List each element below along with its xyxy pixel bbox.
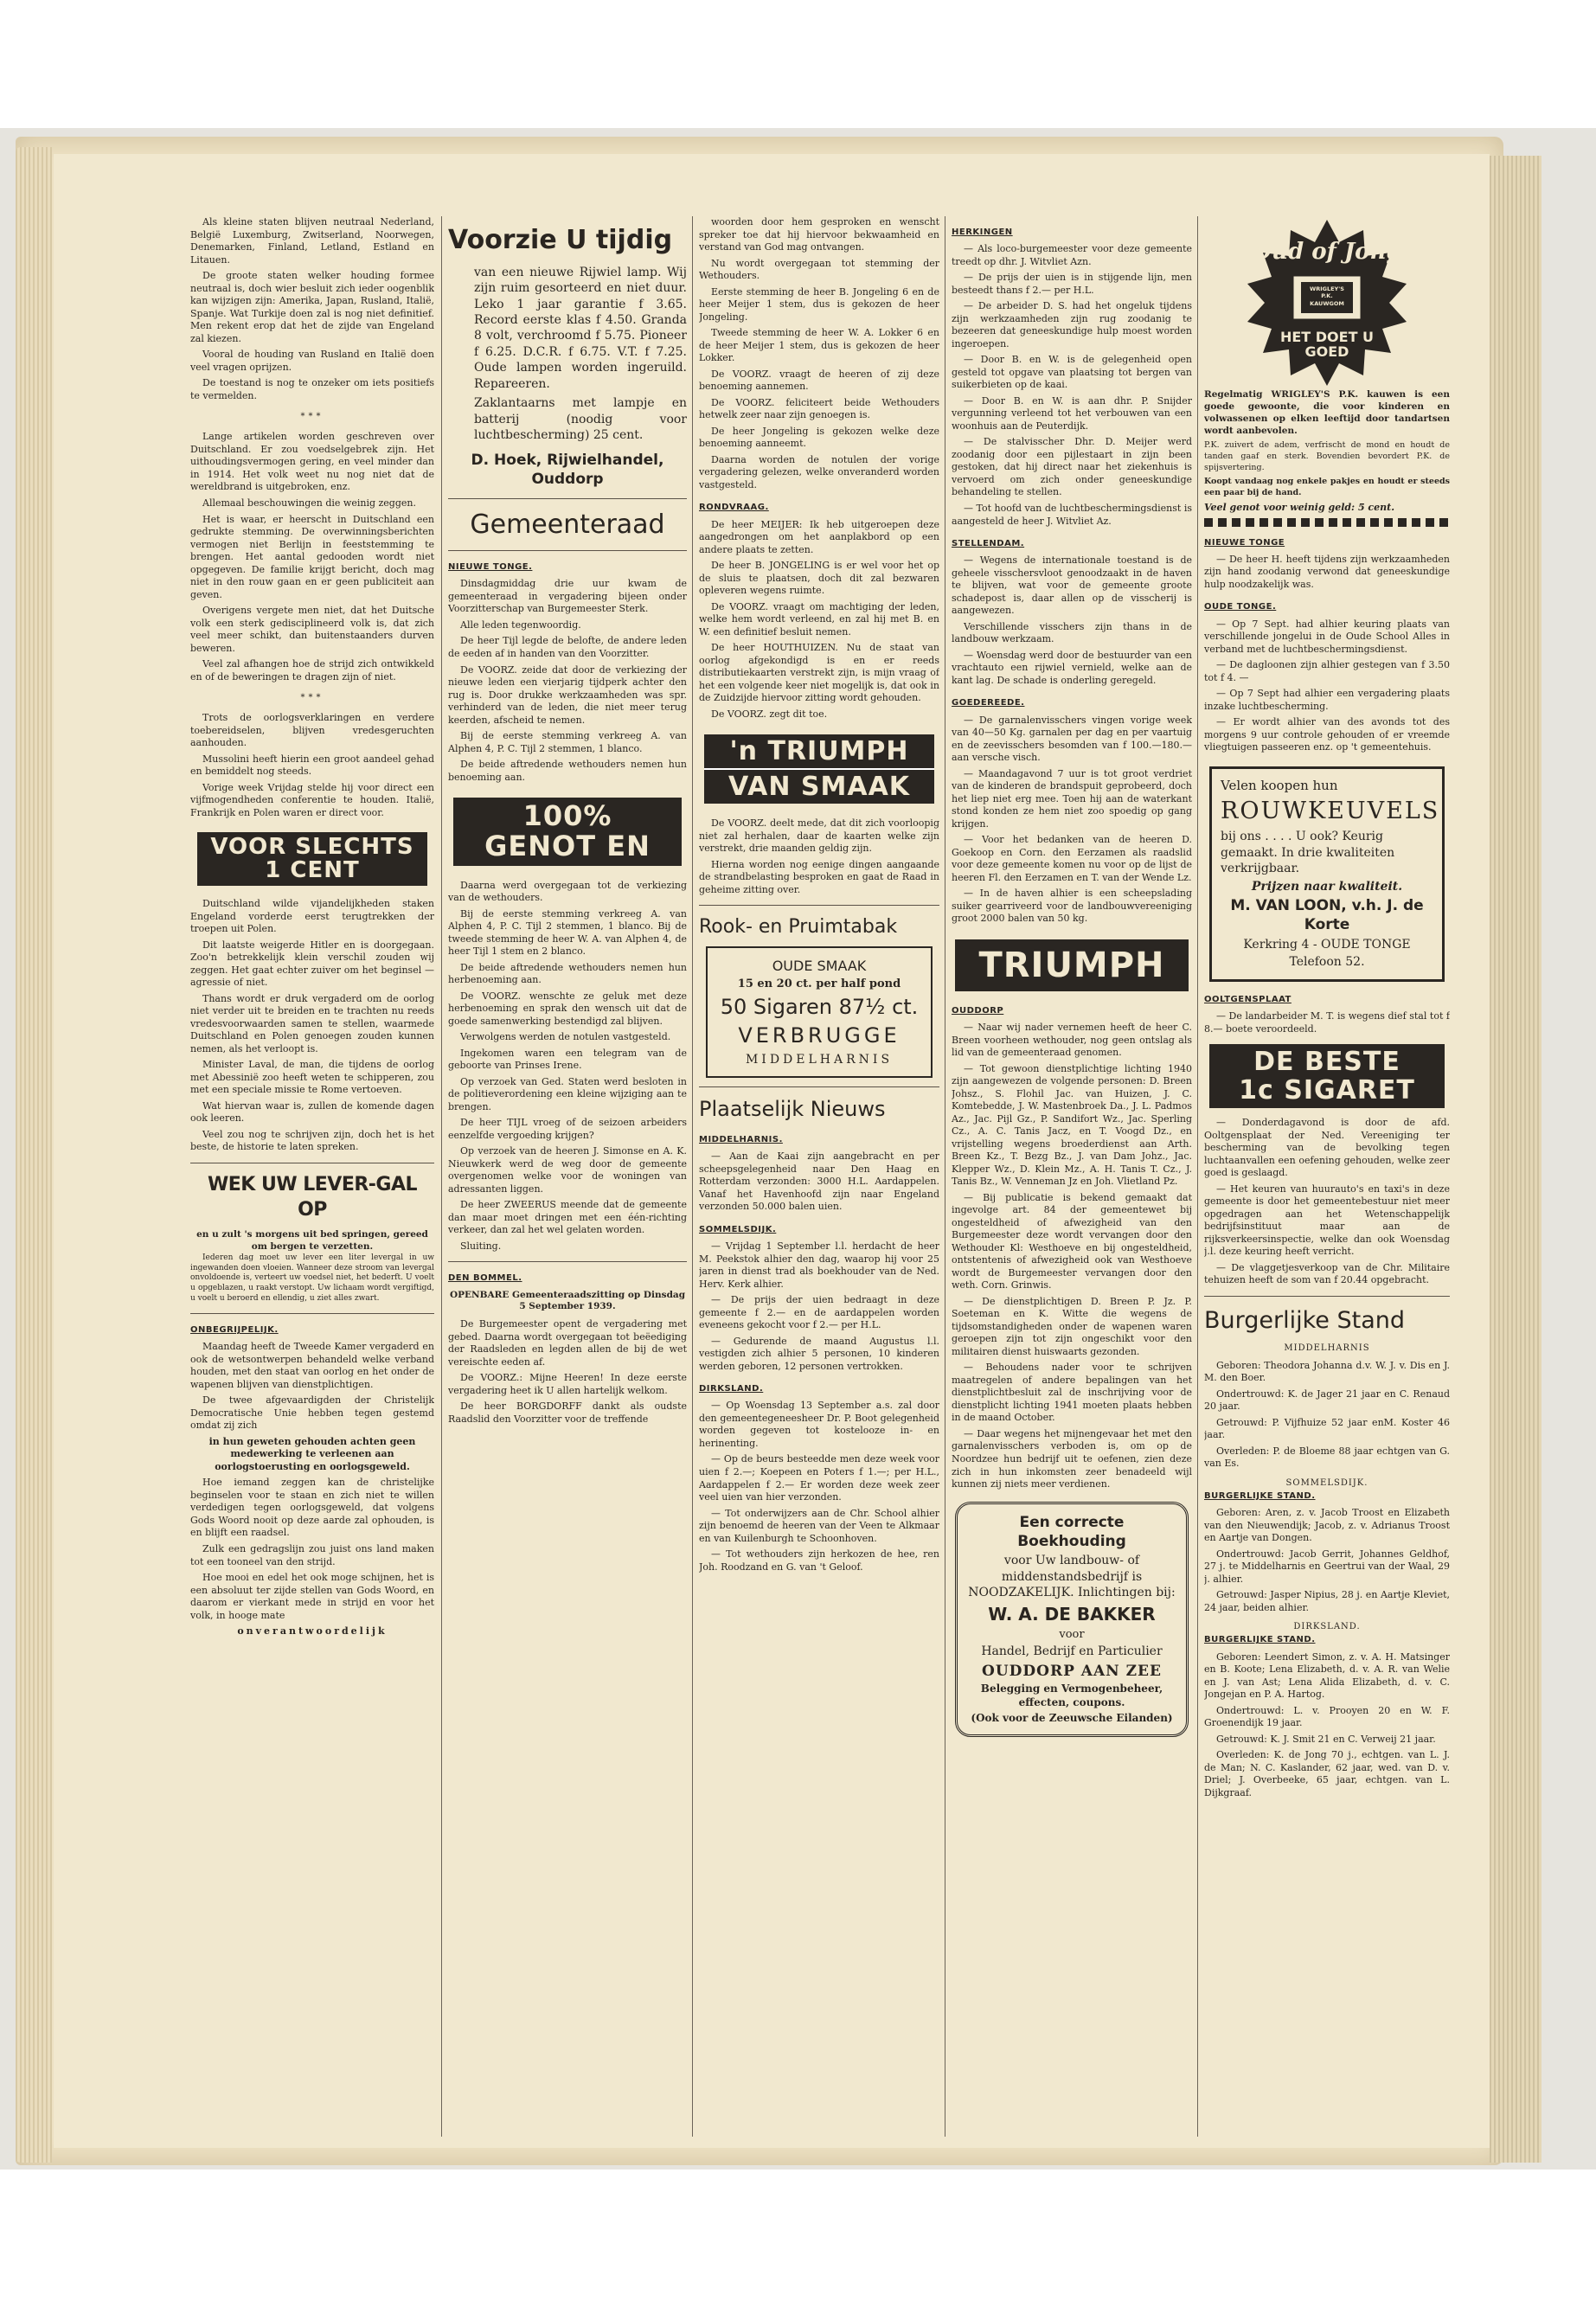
paragraph: — Wegens de internationale toestand is de geheele visschersvloot genoodzaakt in de haven te blijven, wat voor de gemeente groote schadepost is, daar allen op de visscherij is aangewezen. bbox=[952, 554, 1192, 617]
article-herkingen bbox=[952, 243, 1192, 528]
paragraph: Overigens vergete men niet, dat het Duitsche volk een sterk gedisciplineerd volk is, dat zich veel meer schikt, dan buitenstaanders durven beweren. bbox=[190, 605, 434, 654]
paragraph: Duitschland wilde vijandelijkheden staken Engeland vorderde eerst terugtrekken der troepen uit Polen. bbox=[190, 898, 434, 935]
paragraph: Geboren: Aren, z. v. Jacob Troost en Elizabeth van den Nieuwendijk; Jacob, z. v. Adrianus Troost en Aartje van Dongen. bbox=[1204, 1507, 1450, 1544]
article-germany bbox=[190, 431, 434, 683]
ad-line: VERBRUGGE bbox=[738, 1023, 901, 1048]
divider bbox=[699, 1086, 939, 1087]
ad-rouwkeuvels bbox=[1209, 766, 1445, 982]
paragraph: Ondertrouwd: K. de Jager 21 jaar en C. Renaud 20 jaar. bbox=[1204, 1388, 1450, 1413]
ad-line: Oud of Jong bbox=[1252, 239, 1402, 265]
paragraph: — De dienstplichtigen D. Breen P. Jz. P. Soeteman en K. Witte die wegens de tijdsomstandigheden onder de wapenen waren geroepen zijn tot zijn ongeschikt voor den militairen dienst huiswaarts gezonden. bbox=[952, 1295, 1192, 1357]
section-title: Plaatselijk Nieuws bbox=[699, 1097, 886, 1122]
section-heading: BURGERLIJKE STAND. bbox=[1204, 1490, 1316, 1501]
ad-line: DE BESTE bbox=[1253, 1047, 1401, 1078]
ad-line: GENOT EN bbox=[484, 830, 651, 863]
column-rule bbox=[441, 216, 442, 2137]
paragraph: Op verzoek van de heeren J. Simonse en A. K. Nieuwkerk werd de weg door de gemeente overgenomen welke voor de woningen van adressanten liggen. bbox=[448, 1145, 687, 1195]
paragraph: — Er wordt alhier van des avonds tot des morgens 9 uur controle gehouden of er vreemde vliegtuigen passeeren enz. op 't gemeentehuis. bbox=[1204, 716, 1450, 753]
ad-line: Kerkring 4 - OUDE TONGE bbox=[1243, 937, 1411, 952]
paragraph: — De arbeider D. S. had het ongeluk tijdens zijn werkzaamheden zijn rug zoodanig te bezeeren dat geneeskundige hulp moest worden ingeroepen. bbox=[952, 300, 1192, 349]
paragraph: Ondertrouwd: Jacob Gerrit, Johannes Geldhof, 27 j. te Middelharnis en Geertrui van der Waal, 29 j. alhier. bbox=[1204, 1548, 1450, 1585]
paragraph: De groote staten welker houding formee neutraal is, doch wier besluit zich ieder oogenblik kan wijzigen zijn: Amerika, Japan, Rusland, Italië, Spanje. Wat Turkije doen zal is nog niet definitief. Men rekent erop dat het de zijde van Engeland zal kiezen. bbox=[190, 270, 434, 344]
paragraph: — Als loco-burgemeester voor deze gemeente treedt op dhr. J. Witvliet Azn. bbox=[952, 243, 1192, 267]
paragraph: Hierna worden nog eenige dingen aangaande de strandbelasting besproken en gaat de Raad in geheime zitting over. bbox=[699, 858, 939, 895]
ad-line: ROUWKEUVELS bbox=[1221, 798, 1440, 825]
paragraph: Maandag heeft de Tweede Kamer vergaderd en ook de wetsontwerpen behandeld welke verband houden, met den staat van oorlog en het onder de wapenen blijven van dienstplichtigen. bbox=[190, 1341, 434, 1390]
paragraph: — Woensdag werd door de bestuurder van een vrachtauto een rijwiel vernield, welke aan de kant lag. De schade is onderling geregeld. bbox=[952, 649, 1192, 686]
column-rule bbox=[692, 216, 693, 2137]
paragraph: Lange artikelen worden geschreven over Duitschland. Er zou voedselgebrek zijn. Het uithoudingsvermogen gering, en veel minder dan in 1914. Het volk weet nu nog niet dat de wereldbrand is uitgebroken, enz. bbox=[190, 431, 434, 493]
divider bbox=[448, 550, 687, 551]
article-gemeenteraad-nieuwe-tonge bbox=[448, 578, 687, 784]
section-heading: OOLTGENSPLAAT bbox=[1204, 994, 1292, 1004]
section-heading: STELLENDAM. bbox=[952, 539, 1025, 549]
ad-line: Prijzen naar kwaliteit. bbox=[1251, 879, 1403, 894]
paragraph: Geboren: Leendert Simon, z. v. A. H. Matsinger en B. Koote; Lena Elizabeth, d. v. A. R. van Welie en J. van Ast; Lena Alida Elizabeth, d. v. C. Jongejan en P. A. Hartog. bbox=[1204, 1650, 1450, 1701]
paragraph: Vorige week Vrijdag stelde hij voor direct een vijfmogendheden conferentie te houden. Italië, Frankrijk en Polen waren er direct voor. bbox=[190, 781, 434, 818]
section-heading: GOEDEREEDE. bbox=[952, 698, 1025, 708]
paragraph: De twee afgevaardigden der Christelijk Democratische Unie hebben tegen gestemd omdat zij zich bbox=[190, 1394, 434, 1432]
paragraph: Allemaal beschouwingen die weinig zeggen. bbox=[202, 497, 416, 509]
paragraph: Getrouwd: P. Vijfhuize 52 jaar enM. Koster 46 jaar. bbox=[1204, 1416, 1450, 1441]
ad-body: Zaklantaarns met lampje en batterij (noodig voor luchtbescherming) 25 cent. bbox=[474, 396, 687, 443]
paragraph: — Tot wethouders zijn herkozen de hee, ren Joh. Roodzand en G. van 't Geloof. bbox=[699, 1548, 939, 1573]
ad-genot bbox=[453, 798, 682, 865]
paragraph: — In de haven alhier is een scheepslading suiker gearriveerd voor de landbouwvereeniging groot 2000 balen van 50 kg. bbox=[952, 888, 1192, 925]
divider bbox=[1204, 1296, 1450, 1297]
paragraph: — Op 7 Sept. had alhier keuring plaats van verschillende jongelui in de Oude School Alles in verband met de luchtbeschermingsdienst. bbox=[1204, 618, 1450, 655]
article-onbegrijpelijk bbox=[190, 1341, 434, 1638]
ad-title: Voorzie U tijdig bbox=[448, 225, 673, 255]
paragraph: — De garnalenvisschers vingen vorige week van 40—50 Kg. garnalen per dag en per vaartuig en de zeevisschers besomden van f 100.—180.— aan versche visch. bbox=[952, 714, 1192, 764]
paragraph: Eerste stemming de heer B. Jongeling 6 en de heer Meijer 1 stem, dus is gekozen de heer Jongeling. bbox=[699, 285, 939, 323]
paragraph: De VOORZ. wenschte ze geluk met deze herbenoeming en sprak den wensch uit dat de goede samenwerking bestendigd zal blijven. bbox=[448, 990, 687, 1027]
paragraph: Alle leden tegenwoordig. bbox=[460, 619, 581, 631]
ad-line: 1 CENT bbox=[265, 856, 360, 883]
article-den-bommel-cont bbox=[699, 216, 939, 491]
paragraph: — De heer H. heeft tijdens zijn werkzaamheden zijn hand zoodanig verwond dat geneeskundige hulp noodzakelijk was. bbox=[1204, 553, 1450, 590]
paragraph: Vooral de houding van Rusland en Italië doen veel vragen oprijzen. bbox=[190, 349, 434, 373]
paragraph: Tweede stemming de heer W. A. Lokker 6 en de heer Meijer 1 stem, dus is gekozen de heer Lokker. bbox=[699, 327, 939, 364]
paragraph: Minister Laval, de man, die tijdens de oorlog met Abessinië zoo heeft weten te schipperen, zou met een speciale missie te Rome vertoeven. bbox=[190, 1059, 434, 1096]
divider bbox=[699, 905, 939, 906]
ad-carters-liver bbox=[190, 1172, 434, 1304]
paragraph: De heer MEIJER: Ik heb uitgeroepen deze aangedrongen om het aanplakbord op een andere plaats te zetten. bbox=[699, 518, 939, 555]
section-heading: MIDDELHARNIS bbox=[1284, 1343, 1370, 1354]
paragraph: — Het keuren van huurauto's en taxi's in deze gemeente is door het gemeentebestuur niet meer opgedragen aan het Wetenschappelijk bedrijfsinstituut maar aan de rijksverkeersinspectie, welke dan ook Woensdag j.l. deze keuring heeft verricht. bbox=[1204, 1183, 1450, 1258]
ad-line: (Ook voor de Zeeuwsche Eilanden) bbox=[971, 1711, 1173, 1724]
ad-subtitle: en u zult 's morgens uit bed springen, gereed om bergen te verzetten. bbox=[196, 1228, 428, 1252]
paragraph: Ondertrouwd: L. v. Prooyen 20 en W. F. Groenendijk 19 jaar. bbox=[1204, 1704, 1450, 1729]
paragraph: Daarna worden de notulen der vorige vergadering gelezen, welke onveranderd worden vastgesteld. bbox=[699, 453, 939, 490]
paragraph: De VOORZ. vraagt om machtiging der leden, welke hem wordt verleend, en zal hij met B. en W. een definitief besluit nemen. bbox=[699, 600, 939, 638]
paragraph-emphasis: onverantwoordelijk bbox=[237, 1625, 388, 1638]
ad-signature: D. Hoek, Rijwielhandel, Ouddorp bbox=[471, 451, 664, 489]
paragraph: De VOORZ. deelt mede, dat dit zich voorloopig niet zal herhalen, daar de kaarten welke zijn verstrekt, drie maanden geldig zijn. bbox=[699, 817, 939, 855]
paragraph: Dinsdagmiddag drie uur kwam de gemeenteraad in vergadering bijeen onder Voorzitterschap van Burgemeester Sterk. bbox=[448, 578, 687, 615]
paragraph: De VOORZ. zeide dat door de verkiezing der nieuwe leden een vierjarig tijdperk achter den rug is. Door drukke werkzaamheden was spr. verhinderd van de leden, die niet meer terug keerden, afscheid te nemen. bbox=[448, 663, 687, 726]
paragraph: De Burgemeester opent de vergadering met gebed. Daarna wordt overgegaan tot beëediging der Raadsleden en legden allen de bij de wet vereischte eeden af. bbox=[448, 1318, 687, 1368]
paragraph: De VOORZ. feliciteert beide Wethouders hetwelk zeer naar zijn genoegen is. bbox=[699, 396, 939, 421]
paragraph: Hoe iemand zeggen kan de christelijke beginselen voor te staan en zich niet te willen verdedigen tegen oorlogsgeweld, dat volgens Gods Woord nooit op deze aarde zal ophouden, is en blijft een raadsel. bbox=[190, 1477, 434, 1539]
article-wethouders bbox=[448, 880, 687, 1253]
paragraph: De heer B. JONGELING is er wel voor het op de sluis te plaatsen, doch dit zal bezwaren opleveren wegens ruimte. bbox=[699, 560, 939, 597]
paragraph: Als kleine staten blijven neutraal Nederland, België Luxemburg, Zwitserland, Noorwegen, Denemarken, Finland, Letland, Estland en Litauen. bbox=[190, 216, 434, 266]
ad-line: MIDDELHARNIS bbox=[745, 1052, 894, 1067]
ad-line: voor bbox=[1059, 1628, 1085, 1642]
paragraph: Nu wordt overgegaan tot stemming der Wethouders. bbox=[699, 257, 939, 282]
paragraph: De heer ZWEERUS meende dat de gemeente dan maar moet dringen met een één-richting verkeer, dan zal het wel gelaten worden. bbox=[448, 1199, 687, 1236]
article-oude-tonge bbox=[1204, 619, 1450, 754]
paragraph: Op verzoek van Ged. Staten werd besloten in de politieverordening een kleine wijziging aan te brengen. bbox=[448, 1075, 687, 1112]
paragraph: — Gedurende de maand Augustus l.l. vestigden zich alhier 5 personen, 10 kinderen werden geboren, 12 personen vertrokken. bbox=[699, 1335, 939, 1372]
ad-body: P.K. zuivert de adem, verfrischt de mond en houdt de tanden gaaf en sterk. Bovendien bevordert P.K. de spijsvertering. bbox=[1204, 440, 1450, 472]
paragraph: Bij de eerste stemming verkreeg A. van Alphen 4, P. C. Tijl 2 stemmen, 1 blanco. Bij de tweede stemming de heer W. A. van Alphen 4, de heer Tijl 1 stem en 2 blanco. bbox=[448, 907, 687, 958]
section-heading: MIDDELHARNIS. bbox=[699, 1135, 783, 1145]
paragraph: — Vrijdag 1 September l.l. herdacht de heer M. Peekstok alhier den dag, waarop hij voor 25 jaren in dienst trad als boekhouder van de Ned. Herv. Kerk alhier. bbox=[699, 1240, 939, 1290]
ad-sigaret bbox=[1209, 1044, 1445, 1108]
article-ooltgensplaat-cont bbox=[1204, 1117, 1450, 1287]
ad-line: 100% bbox=[522, 799, 612, 833]
ad-line: 1c SIGARET bbox=[1239, 1075, 1415, 1106]
ad-line: Velen koopen hun bbox=[1221, 777, 1338, 793]
ad-line: Belegging en Vermogenbeheer, effecten, coupons. bbox=[980, 1682, 1163, 1709]
column-2 bbox=[448, 216, 687, 2145]
paragraph: Veel zou nog te schrijven zijn, doch het is het beste, de historie te laten spreken. bbox=[190, 1128, 434, 1153]
paragraph: — De dagloonen zijn alhier gestegen van f 3.50 tot f 4. — bbox=[1204, 659, 1450, 683]
ad-line: HET DOET U GOED bbox=[1279, 329, 1375, 360]
divider bbox=[190, 1313, 434, 1314]
ad-line: 'n TRIUMPH bbox=[704, 734, 934, 768]
paragraph: — Naar wij nader vernemen heeft de heer C. Breen voorheen wethouder, nog geen ontslag als lid van de gemeenteraad genomen. bbox=[952, 1021, 1192, 1059]
ad-border-pattern bbox=[1204, 518, 1450, 527]
paragraph: De heer HOUTHUIZEN. Nu de staat van oorlog afgekondigd is en er reeds distributiekaarten verstrekt zijn, is mijn vraag of het een volgende keer niet mogelijk is, dat ook in de Zuidzijde hiervoor zitting wordt gehouden. bbox=[699, 642, 939, 704]
ad-line: Handel, Bedrijf en Particulier bbox=[981, 1644, 1163, 1659]
paragraph: Sluiting. bbox=[460, 1240, 502, 1252]
section-heading: ONBEGRIJPELIJK. bbox=[190, 1325, 279, 1336]
ad-price: Veel genot voor weinig geld: 5 cent. bbox=[1204, 502, 1395, 514]
paragraph: — De prijs der uien bedraagt in deze gemeente f 2.— en de aardappelen worden eveneens gekocht voor f 2.— per H.L. bbox=[699, 1294, 939, 1331]
paragraph: Dit laatste weigerde Hitler en is doorgegaan. Zoo'n betrekkelijk klein verschil zouden wij zeggen. Het gaat echter zuiver om het beginsel — agressie of niet. bbox=[190, 939, 434, 989]
ad-body: Koopt vandaag nog enkele pakjes en houdt er steeds een paar bij de hand. bbox=[1204, 477, 1450, 497]
column-1 bbox=[190, 216, 434, 2145]
ad-line: 15 en 20 ct. per half pond bbox=[737, 977, 901, 991]
separator-stars: *** bbox=[300, 693, 324, 703]
paragraph: Wat hiervan waar is, zullen de komende dagen ook leeren. bbox=[190, 1099, 434, 1125]
wrigley-emblem bbox=[1221, 216, 1433, 389]
paragraph: — Daar wegens het mijnengevaar het met den garnalenvisschers verboden is, om op de Noordzee hun bedrijf uit te oefenen, zien deze zich in hun inkomsten zeer benadeeld wijl kunnen zij niets meer verdienen. bbox=[952, 1427, 1192, 1490]
section-heading: DEN BOMMEL. bbox=[448, 1273, 522, 1284]
paragraph: — De prijs der uien is in stijgende lijn, men besteedt thans f 2.— per H.L. bbox=[952, 272, 1192, 296]
section-heading: OUDE TONGE. bbox=[1204, 602, 1277, 612]
article-ooltgensplaat bbox=[1204, 1010, 1450, 1035]
article-goedereede bbox=[952, 715, 1192, 926]
paragraph: — De vlaggetjesverkoop van de Chr. Militaire tehuizen heeft de som van f 20.44 opgebracht. bbox=[1204, 1261, 1450, 1286]
ad-body: Regelmatig WRIGLEY'S P.K. kauwen is een goede gewoonte, die voor kinderen en volwassenen op elken leeftijd door tandartsen wordt aanbevolen. bbox=[1204, 389, 1450, 436]
article-peace-rumours bbox=[190, 712, 434, 819]
paragraph: Overleden: P. de Bloeme 88 jaar echtgen van G. van Es. bbox=[1204, 1445, 1450, 1470]
section-heading: NIEUWE TONGE. bbox=[448, 562, 533, 573]
ad-line: W. A. DE BAKKER bbox=[988, 1603, 1156, 1625]
paragraph: — De landarbeider M. T. is wegens dief stal tot f 8.— boete veroordeeld. bbox=[1204, 1009, 1450, 1035]
paragraph: De toestand is nog te onzeker om iets positiefs te vermelden. bbox=[190, 377, 434, 401]
ad-body: Iederen dag moet uw lever een liter levergal in uw ingewanden doen vloeien. Wanneer deze stroom van levergal onvoldoende is, verteert uw voedsel niet, het bederft. U voelt u opgeblazen, u raakt verstopt. Uw lichaam wordt vergiftigd, u voelt u beroerd en ellendig, u ziet alles zwart. bbox=[190, 1253, 434, 1304]
column-4 bbox=[952, 216, 1192, 2145]
section-heading: DIRKSLAND. bbox=[1293, 1622, 1361, 1632]
paragraph: — Maandagavond 7 uur is tot groot verdriet van de kinderen de brandspuit geprobeerd, doch het liep niet erg mee. Toen hij aan de waterkant stond konden ze hem niet zoo spoedig op gang krijgen. bbox=[952, 767, 1192, 830]
ad-line: WRIGLEY'S P.K. KAUWGOM bbox=[1310, 285, 1344, 307]
paragraph: Thans wordt er druk vergaderd om de oorlog niet verder uit te breiden en te trachten nu reeds vredesvoorwaarden samen te stellen, waarmede Duitschland en Polen genoegen zouden kunnen nemen, als het verloopt is. bbox=[190, 992, 434, 1054]
ad-one-cent bbox=[197, 832, 427, 887]
paragraph: Verschillende visschers zijn thans in de landbouw werkzaam. bbox=[952, 620, 1192, 645]
paragraph: — De stalvisscher Dhr. D. Meijer werd zoodanig door een pijlestaart in zijn been gestoken, dat hij direct naar het ziekenhuis is vervoerd om zich onder geneeskundige behandeling te stellen. bbox=[952, 436, 1192, 498]
paragraph: Geboren: Theodora Johanna d.v. W. J. v. Dis en J. M. den Boer. bbox=[1204, 1359, 1450, 1384]
paragraph: — Door B. en W. is de gelegenheid open gesteld tot opgave van plaatsing tot bergen van suikerbieten op de kaai. bbox=[952, 354, 1192, 391]
ad-line: Telefoon 52. bbox=[1289, 955, 1365, 970]
ad-rijwiel-lamp bbox=[448, 223, 687, 490]
section-heading: SOMMELSDIJK. bbox=[699, 1224, 777, 1234]
ad-triumph-smaak bbox=[704, 734, 934, 804]
ad-line: VOOR SLECHTS bbox=[210, 833, 414, 860]
ad-title: Rook- en Pruimtabak bbox=[699, 916, 898, 939]
article-diplomacy bbox=[190, 898, 434, 1154]
paragraph: Mussolini heeft hierin een groot aandeel gehad en bemiddelt nog steeds. bbox=[190, 753, 434, 778]
section-heading: DIRKSLAND. bbox=[699, 1384, 764, 1394]
ad-line: VAN SMAAK bbox=[704, 770, 934, 804]
paragraph: De beide aftredende wethouders nemen hun herbenoeming aan. bbox=[448, 961, 687, 986]
ad-line: Een correcte Boekhouding bbox=[1017, 1513, 1126, 1550]
paragraph: De VOORZ. vraagt de heeren of zij deze benoeming aannemen. bbox=[699, 368, 939, 393]
ad-line: OUDE SMAAK bbox=[772, 958, 867, 975]
section-subheading: OPENBARE Gemeenteraadszitting op Dinsdag 5 September 1939. bbox=[449, 1289, 686, 1312]
ad-line: M. VAN LOON, v.h. J. de Korte bbox=[1230, 896, 1424, 934]
paragraph: De VOORZ. zegt dit toe. bbox=[711, 708, 828, 720]
section-heading: NIEUWE TONGE bbox=[1204, 537, 1285, 548]
article-den-bommel bbox=[448, 1318, 687, 1426]
ad-boekhouding bbox=[955, 1502, 1189, 1737]
section-heading: OUDDORP bbox=[952, 1005, 1004, 1016]
book-page-edges-right bbox=[1490, 156, 1542, 2163]
book-page-edges-left bbox=[16, 147, 52, 2163]
ad-triumph: TRIUMPH bbox=[955, 939, 1189, 991]
separator-stars: *** bbox=[300, 412, 324, 422]
ad-verbrugge-tabak bbox=[699, 914, 939, 1078]
paragraph: Trots de oorlogsverklaringen en verdere toebereidselen, blijven vredesgeruchten aanhouden. bbox=[190, 712, 434, 749]
paragraph: Zulk een gedragslijn zou juist ons land maken tot een tooneel van den strijd. bbox=[190, 1542, 434, 1567]
article-stellendam bbox=[952, 554, 1192, 687]
article-neutral-states bbox=[190, 216, 434, 402]
paragraph: Veel zal afhangen hoe de strijd zich ontwikkeld en of de beweringen te dragen zijn of niet. bbox=[190, 658, 434, 683]
paragraph: — Donderdagavond is door de afd. Ooltgensplaat der Ned. Vereeniging ter bescherming van de bevolking tegen luchtaanvallen een oefening gehouden, welke zeer goed is geslaagd. bbox=[1204, 1117, 1450, 1179]
section-heading: RONDVRAAG. bbox=[699, 503, 769, 513]
section-title: Burgerlijke Stand bbox=[1204, 1306, 1406, 1334]
ad-title: WEK UW LEVER-GAL OP bbox=[207, 1173, 418, 1221]
article-rondvraag bbox=[699, 519, 939, 721]
paragraph: — Tot hoofd van de luchtbeschermingsdienst is aangesteld de heer J. Witvliet Az. bbox=[952, 502, 1192, 527]
paragraph: — Op 7 Sept had alhier een vergadering plaats inzake luchtbescherming. bbox=[1204, 688, 1450, 712]
paragraph: Getrouwd: Jasper Nipius, 28 j. en Aartje Kleviet, 24 jaar, beiden alhier. bbox=[1204, 1589, 1450, 1613]
ad-line: voor Uw landbouw- of middenstandsbedrijf is NOODZAKELIJK. Inlichtingen bij: bbox=[968, 1554, 1176, 1600]
paragraph: — Op Woensdag 13 September a.s. zal door den gemeentegeneesheer Dr. P. Boot gelegenheid worden gegeven tot kostelooze in- en herinenting. bbox=[699, 1400, 939, 1449]
section-heading: SOMMELSDIJK. bbox=[1285, 1477, 1368, 1488]
ad-wrigley bbox=[1204, 216, 1450, 527]
section-title: Gemeenteraad bbox=[470, 509, 665, 540]
paragraph: — Aan de Kaai zijn aangebracht en per scheepsgelegenheid naar Den Haag en Rotterdam verzonden: 3000 H.L. Aardappelen. Vanaf het Havenhoofd zijn naar Engeland verzonden 50.000 balen uien. bbox=[699, 1150, 939, 1213]
divider bbox=[448, 1261, 687, 1262]
paragraph: Ingekomen waren een telegram van de geboorte van Prinses Irene. bbox=[448, 1047, 687, 1072]
paragraph: De heer Tijl legde de belofte, de andere leden de eeden af in handen van den Voorzitter. bbox=[448, 635, 687, 659]
column-3 bbox=[699, 216, 939, 2145]
ad-line: bij ons . . . . U ook? Keurig gemaakt. In drie kwaliteiten verkrijgbaar. bbox=[1221, 830, 1395, 876]
paragraph: De VOORZ.: Mijne Heeren! In deze eerste vergadering heet ik U allen hartelijk welkom. bbox=[448, 1372, 687, 1396]
paragraph: Getrouwd: K. J. Smit 21 en C. Verweij 21 jaar. bbox=[1216, 1733, 1436, 1745]
paragraph: Bij de eerste stemming verkreeg A. van Alphen 4, P. C. Tijl 2 stemmen, 1 blanco. bbox=[448, 730, 687, 754]
paragraph: — Tot gewoon dienstplichtige lichting 1940 zijn aangewezen de volgende personen: D. Breen Johsz., S. Flohil Jac. van Huizen, J. C. Komtebedde, J. W. Mastenbroek Da., J. L. Padmos Az., Jac. Pijl Gz., P. Sandifort Wz., Jac. Sperling Cz., A. C. Tanis Jacz, en T. Voogd Dz., en vrijstelling wegens broederdienst aan Arth. Breen Kz., T. Bezg Bz., J. van Dam Johz., Jac. Klepper Wz., D. Klein Mz., A. H. Tanis T. Cz., J. Tanis Bz., W. Venneman Jz en Joh. Vlietland Pz. bbox=[952, 1062, 1192, 1188]
paragraph: woorden door hem gesproken en wenscht spreker toe dat hij hiervoor bekwaamheid en verstand van God mag ontvangen. bbox=[699, 216, 939, 253]
paragraph: — Behoudens nader voor te schrijven maatregelen of andere bepalingen van het dienstplichtbesluit zal de inschrijving voor de dienstplicht lichting 1941 moeten plaats hebben in de maand October. bbox=[952, 1362, 1192, 1424]
column-rule bbox=[1197, 216, 1198, 2137]
paragraph: De heer Jongeling is gekozen welke deze benoeming aanneemt. bbox=[699, 425, 939, 450]
paragraph: De beide aftredende wethouders nemen hun benoeming aan. bbox=[448, 759, 687, 783]
paragraph: Overleden: K. de Jong 70 j., echtgen. van L. J. de Man; N. C. Kaslander, 62 jaar, wed. van D. v. Driel; J. Overbeeke, 65 jaar, echtgen. van L. Dijkgraaf. bbox=[1204, 1749, 1450, 1798]
ad-sigaren-box bbox=[706, 946, 933, 1078]
section-heading: BURGERLIJKE STAND. bbox=[1204, 1635, 1316, 1645]
article-ouddorp bbox=[952, 1022, 1192, 1491]
section-heading: HERKINGEN bbox=[952, 228, 1013, 237]
article-rondvraag-cont bbox=[699, 817, 939, 896]
paragraph: De heer TIJL vroeg of de seizoen arbeiders eenzelfde vergoeding krijgen? bbox=[448, 1117, 687, 1141]
paragraph: Daarna werd overgegaan tot de verkiezing van de wethouders. bbox=[448, 879, 687, 904]
paragraph: — Door B. en W. is aan dhr. P. Snijder vergunning verleend tot het verbouwen van een woonhuis aan de Peuterdijk. bbox=[952, 394, 1192, 432]
paragraph: — Voor het bedanken van de heeren D. Goekoop en Corn. den Eerzamen als raadslid voor deze gemeente komen nu voor op de lijst de heeren Fl. den Eerzamen en T. van der Wende Lz. bbox=[952, 834, 1192, 883]
column-5 bbox=[1204, 216, 1450, 2145]
ad-line: OUDDORP AAN ZEE bbox=[982, 1662, 1162, 1680]
paragraph: — Bij publicatie is bekend gemaakt dat ingevolge art. 84 der gemeentewet bij ongesteldheid of afwezigheid van den Burgemeester deze wordt vervangen door den Wethouder Kl: Westhoeve en bij ongesteldheid, ontstentenis of afwezigheid ook van Westhoeve wordt de Burgemeester vervangen door den weth. Corn. Grinwis. bbox=[952, 1191, 1192, 1292]
paragraph: Hoe mooi en edel het ook moge schijnen, het is een absoluut ter zijde stellen van Gods Woord, en daarom er vierkant mede in strijd en voor het volk, in hooge mate bbox=[190, 1572, 434, 1621]
paragraph: De heer BORGDORFF dankt als oudste Raadslid den Voorzitter voor de treffende bbox=[448, 1400, 687, 1425]
ad-body: van een nieuwe Rijwiel lamp. Wij zijn ruim gesorteerd en niet duur. Leko 1 jaar garantie f 3.65. Record eerste klas f 4.50. Granda 8 volt, verchroomd f 5.75. Pioneer f 6.25. D.C.R. f 6.75. V.T. f 7.25. Oude lampen worden ingeruild. Repareeren. bbox=[474, 265, 687, 391]
paragraph-emphasis: in hun geweten gehouden achten geen medewerking te verleenen aan oorlogstoerusting en oorlogsgeweld. bbox=[208, 1435, 416, 1472]
divider bbox=[448, 498, 687, 499]
paragraph: — Tot onderwijzers aan de Chr. School alhier zijn benoemd de heeren van der Veen te Alkmaar en van Kuilenburgh te Schoonhoven. bbox=[699, 1507, 939, 1544]
ad-line: 50 Sigaren 87½ ct. bbox=[720, 994, 919, 1019]
paragraph: Het is waar, er heerscht in Duitschland een gedrukte stemming. De overwinningsberichten vermogen niet Berlijn in feeststemming te brengen. Het aantal gedooden wordt niet opgegeven. De familie krijgt bericht, doch mag niet in den rouw gaan en er geen publiciteit aan geven. bbox=[190, 513, 434, 600]
paragraph: Verwolgens werden de notulen vastgesteld. bbox=[460, 1031, 671, 1043]
paragraph: — Op de beurs besteedde men deze week voor uien f 2.—; Koepeen en Poters f 1.—; per H.L., Aardappelen f 2.— Er worden deze week zeer veel uien van hier verzonden. bbox=[699, 1453, 939, 1503]
